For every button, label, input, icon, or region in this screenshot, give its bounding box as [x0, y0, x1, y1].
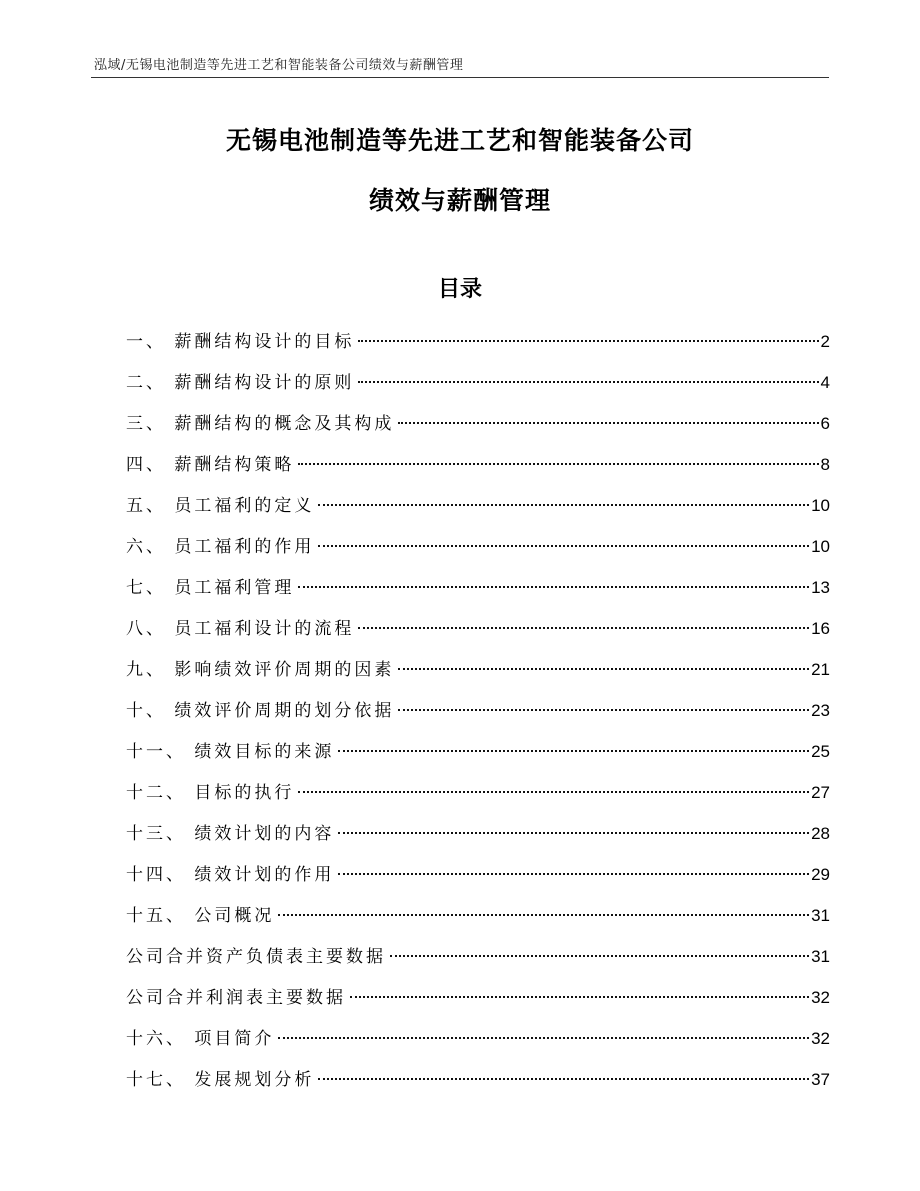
toc-dot-leader	[358, 340, 818, 342]
toc-dot-leader	[298, 463, 818, 465]
toc-entry-label: 三、 薪酬结构的概念及其构成	[126, 414, 395, 434]
toc-entry-page: 16	[811, 619, 830, 638]
toc-entry-label: 十三、 绩效计划的内容	[126, 824, 335, 844]
running-header: 泓域/无锡电池制造等先进工艺和智能装备公司绩效与薪酬管理	[94, 58, 464, 73]
toc-dot-leader	[358, 381, 818, 383]
toc-dot-leader	[398, 709, 809, 711]
toc-entry-label: 二、 薪酬结构设计的原则	[126, 373, 355, 393]
toc-entry[interactable]	[126, 649, 830, 690]
toc-entry-label: 五、 员工福利的定义	[126, 496, 315, 516]
toc-entry[interactable]	[126, 977, 830, 1018]
table-of-contents	[126, 321, 830, 1100]
toc-entry-page: 25	[811, 742, 830, 761]
toc-dot-leader	[338, 750, 809, 752]
toc-entry-page: 32	[811, 988, 830, 1007]
toc-entry-label: 九、 影响绩效评价周期的因素	[126, 660, 395, 680]
toc-entry[interactable]	[126, 526, 830, 567]
toc-entry-label: 六、 员工福利的作用	[126, 537, 315, 557]
toc-entry-page: 28	[811, 824, 830, 843]
toc-entry-label: 十五、 公司概况	[126, 906, 275, 926]
toc-entry-label: 十四、 绩效计划的作用	[126, 865, 335, 885]
toc-entry-page: 31	[811, 906, 830, 925]
toc-entry-page: 37	[811, 1070, 830, 1089]
toc-entry-label: 八、 员工福利设计的流程	[126, 619, 355, 639]
toc-entry[interactable]	[126, 444, 830, 485]
toc-entry-label: 十、 绩效评价周期的划分依据	[126, 701, 395, 721]
toc-entry[interactable]	[126, 854, 830, 895]
toc-entry-page: 2	[820, 332, 830, 351]
toc-entry-page: 27	[811, 783, 830, 802]
toc-dot-leader	[278, 914, 809, 916]
toc-entry-label: 四、 薪酬结构策略	[126, 455, 295, 475]
toc-entry-page: 32	[811, 1029, 830, 1048]
toc-heading: 目录	[437, 277, 482, 302]
toc-entry[interactable]	[126, 485, 830, 526]
toc-dot-leader	[338, 832, 809, 834]
toc-entry-page: 10	[811, 496, 830, 515]
toc-entry-label: 公司合并利润表主要数据	[126, 988, 346, 1008]
toc-entry-label: 十七、 发展规划分析	[126, 1070, 315, 1090]
toc-entry[interactable]	[126, 1059, 830, 1100]
toc-dot-leader	[278, 1037, 809, 1039]
toc-entry-label: 十六、 项目简介	[126, 1029, 275, 1049]
toc-entry[interactable]	[126, 813, 830, 854]
toc-entry-label: 一、 薪酬结构设计的目标	[126, 332, 355, 352]
toc-dot-leader	[318, 545, 809, 547]
toc-dot-leader	[338, 873, 809, 875]
toc-entry-label: 公司合并资产负债表主要数据	[126, 947, 386, 967]
toc-entry-page: 4	[820, 373, 830, 392]
toc-entry[interactable]	[126, 1018, 830, 1059]
toc-entry-label: 十二、 目标的执行	[126, 783, 295, 803]
toc-entry-page: 8	[820, 455, 830, 474]
document-title-line-1: 无锡电池制造等先进工艺和智能装备公司	[225, 126, 694, 155]
toc-dot-leader	[298, 791, 809, 793]
toc-dot-leader	[398, 668, 809, 670]
toc-entry[interactable]	[126, 731, 830, 772]
toc-dot-leader	[318, 1078, 809, 1080]
toc-entry-page: 10	[811, 537, 830, 556]
toc-entry[interactable]	[126, 608, 830, 649]
toc-entry-page: 23	[811, 701, 830, 720]
header-rule	[91, 77, 829, 78]
toc-dot-leader	[350, 996, 809, 998]
toc-entry[interactable]	[126, 895, 830, 936]
toc-dot-leader	[398, 422, 818, 424]
document-title-line-2: 绩效与薪酬管理	[368, 186, 551, 215]
toc-dot-leader	[390, 955, 809, 957]
toc-entry-label: 七、 员工福利管理	[126, 578, 295, 598]
toc-entry[interactable]	[126, 936, 830, 977]
toc-entry[interactable]	[126, 690, 830, 731]
toc-entry[interactable]	[126, 321, 830, 362]
toc-entry-page: 6	[820, 414, 830, 433]
toc-entry[interactable]	[126, 772, 830, 813]
toc-entry[interactable]	[126, 403, 830, 444]
toc-dot-leader	[318, 504, 809, 506]
toc-dot-leader	[298, 586, 809, 588]
toc-entry[interactable]	[126, 567, 830, 608]
toc-entry-page: 29	[811, 865, 830, 884]
toc-entry-label: 十一、 绩效目标的来源	[126, 742, 335, 762]
toc-entry-page: 21	[811, 660, 830, 679]
toc-entry-page: 13	[811, 578, 830, 597]
toc-entry-page: 31	[811, 947, 830, 966]
toc-dot-leader	[358, 627, 809, 629]
toc-entry[interactable]	[126, 362, 830, 403]
